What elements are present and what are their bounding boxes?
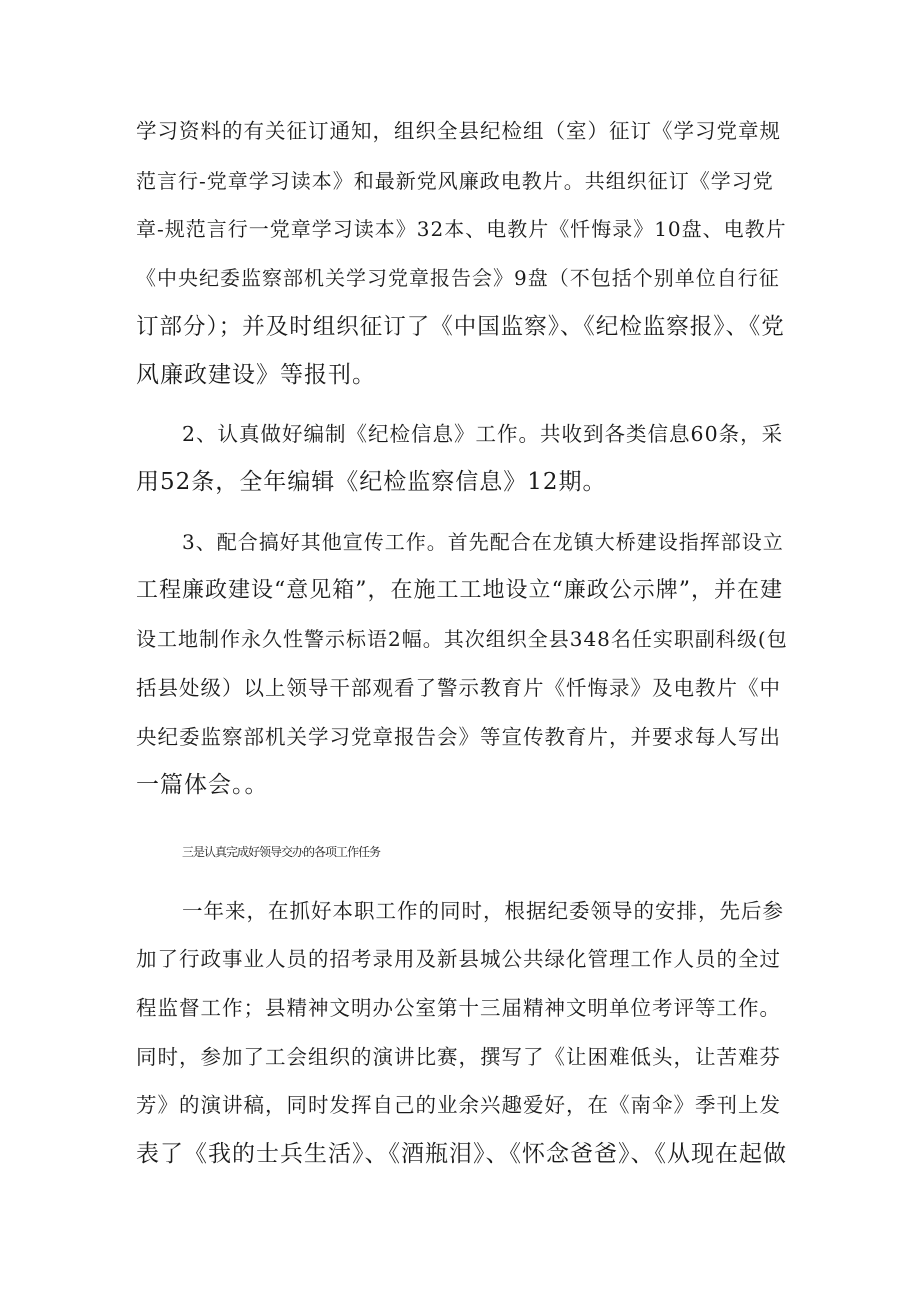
text-line: 风廉政建设》等报刊。 <box>136 362 376 388</box>
text-line: 学习资料的有关征订通知，组织全县纪检组（室）征订《学习党章规 <box>136 119 781 143</box>
text-line: 程监督工作；县精神文明办公室第十三届精神文明单位考评等工作。 <box>136 996 781 1020</box>
text-line: 《中央纪委监察部机关学习党章报告会》9盘（不包括个别单位自行征 <box>136 266 780 290</box>
text-line: 2、认真做好编制《纪检信息》工作。共收到各类信息60条，采 <box>182 422 784 446</box>
text-line: 括县处级）以上领导干部观看了警示教育片《忏悔录》及电教片《中 <box>136 676 781 700</box>
text-line: 芳》的演讲稿，同时发挥自己的业余兴趣爱好，在《南伞》季刊上发 <box>136 1093 781 1117</box>
text-line: 用52条，全年编辑《纪检监察信息》12期。 <box>136 469 607 495</box>
text-line: 工程廉政建设“意见箱”，在施工工地设立“廉政公示牌”，并在建 <box>136 578 783 603</box>
text-line: 订部分）；并及时组织征订了《中国监察》、《纪检监察报》、《党 <box>136 314 785 340</box>
section-heading: 三是认真完成好领导交办的各项工作任务 <box>182 845 381 859</box>
text-line: 表了《我的士兵生活》、《酒瓶泪》、《怀念爸爸》、《从现在起做 <box>136 1141 787 1167</box>
text-line: 范言行-党章学习读本》和最新党风廉政电教片。共组织征订《学习党 <box>136 169 774 193</box>
text-line: 设工地制作永久性警示标语2幅。其次组织全县348名任实职副科级(包 <box>136 627 788 651</box>
text-line: 加了行政事业人员的招考录用及新县城公共绿化管理工作人员的全过 <box>136 947 781 971</box>
text-line: 一年来，在抓好本职工作的同时，根据纪委领导的安排，先后参 <box>182 899 784 923</box>
text-line: 章-规范言行一党章学习读本》32本、电教片《忏悔录》10盘、电教片 <box>136 217 787 241</box>
text-line: 3、配合搞好其他宣传工作。首先配合在龙镇大桥建设指挥部设立 <box>182 530 784 554</box>
text-line: 央纪委监察部机关学习党章报告会》等宣传教育片，并要求每人写出 <box>136 725 781 749</box>
text-line: 一篇体会。。 <box>136 772 269 798</box>
text-line: 同时，参加了工会组织的演讲比赛，撰写了《让困难低头，让苦难芬 <box>136 1045 781 1069</box>
